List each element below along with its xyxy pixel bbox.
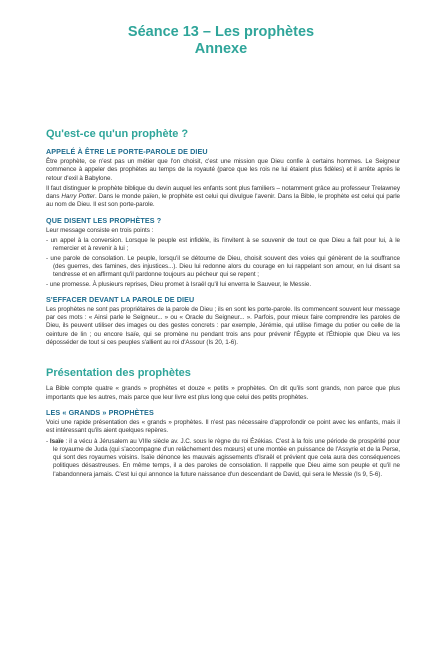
list-item	[46, 438, 400, 479]
text-span: Il faut distinguer le prophète biblique du devin auquel les enfants sont plus familiers – notamment grâce au professeur Trelawney dans	[46, 184, 400, 201]
prophet-list	[46, 438, 400, 479]
subheading-spokesman: APPELÉ À ÊTRE LE PORTE-PAROLE DE DIEU	[46, 147, 208, 156]
prophet-name: Isaïe	[49, 437, 64, 445]
book-title: Harry Potter	[61, 193, 95, 201]
document-body	[46, 128, 400, 481]
page-title	[0, 24, 442, 58]
subheading-great-prophets: LES « GRANDS » PROPHÈTES	[46, 407, 154, 417]
paragraph: La Bible compte quatre « grands » prophètes et douze « petits » prophètes. On dit qu'ils sont grands, non parce que plus importants que les autres, mais parce que leur livre est plus long que celui des petits prophètes.	[46, 385, 400, 401]
section-presentation	[46, 367, 400, 479]
subheading-message: QUE DISENT LES PROPHÈTES ?	[46, 215, 162, 225]
section-heading-presentation: Présentation des prophètes	[46, 367, 191, 380]
title-line-1: Séance 13 – Les prophètes	[127, 24, 315, 40]
title-line-2: Annexe	[194, 41, 248, 57]
subheading-efface: S'EFFACER DEVANT LA PAROLE DE DIEU	[46, 294, 195, 304]
message-list	[46, 237, 400, 289]
section-heading-prophet: Qu'est-ce qu'un prophète ?	[46, 128, 189, 140]
text-span: . Dans le monde païen, le prophète est celui qui divulgue l'avenir. Dans la Bible, le prophète est celui qui parle au nom de Dieu. Il est son porte-parole.	[46, 193, 400, 209]
paragraph: Être prophète, ce n'est pas un métier que l'on choisit, c'est une mission que Dieu confie à certains hommes. Le Seigneur commence à appeler des prophètes au temps de la royauté (parce que les rois ne lui étaient plus fidèles) et il arrête après le retour d'exil à Babylone.	[46, 158, 400, 182]
list-item: - une parole de consolation. Le peuple, lorsqu'il se détourne de Dieu, choisit souvent des voies qui génèrent de la souffrance (des guerres, des famines, des injustices...). Dieu lui redonne alors du courage en lui rappelant son amour, en lui disant sa tendresse et en affirmant qu'il pardonne toujours au pécheur qui se repent ;	[46, 255, 400, 280]
paragraph: Les prophètes ne sont pas propriétaires de la parole de Dieu ; ils en sont les porte-parole. Ils commencent souvent leur message par ces mots : « Ainsi parle le Seigneur... » ou « Oracle du Seigneur... ». Parfois, pour mieux faire comprendre les paroles de Dieu, ils peuvent utiliser des images ou des gestes concrets : par exemple, Jérémie, qui utilise l'image du potier ou celle de la ceinture de lin ; ou encore Isaïe, qui se promène nu pendant trois ans pour prévenir l'Égypte et l'Éthiopie que Dieu va les déposséder de tout si ces peuples s'allient au roi d'Assour (Is 20, 1-6).	[46, 305, 400, 347]
text-span: : il a vécu à Jérusalem au VIIIe siècle av. J.C. sous le règne du roi Ézékias. C'est à la fois une période de prospérité pour le royaume de Juda (qui s'accompagne d'un relâchement des mœurs) et une montée en puissance de l'Assyrie et de la Perse, qui sont des royaumes voisins. Isaïe dénonce les mauvais agissements d'Israël et prévient que cela aura des conséquences politiques désastreuses. En même temps, il a des paroles de consolation. Il rappelle que Dieu aime son peuple et qu'il ne l'abandonnera jamais. C'est lui qui annonce la future naissance d'un descendant de David, qui sera le Messie (Is 9, 5-6).	[53, 437, 400, 478]
paragraph	[46, 185, 400, 210]
page	[0, 24, 442, 652]
paragraph: Voici une rapide présentation des « grands » prophètes. Il n'est pas nécessaire d'approfondir ce point avec les enfants, mais il est intéressant qu'ils aient quelques repères.	[46, 418, 400, 435]
list-item: - une promesse. À plusieurs reprises, Dieu promet à Israël qu'il lui enverra le Sauveur, le Messie.	[46, 281, 400, 289]
list-item: - un appel à la conversion. Lorsque le peuple est infidèle, ils l'invitent à se souvenir de tout ce que Dieu a fait pour lui, à le remercier et à revenir à lui ;	[46, 237, 400, 254]
paragraph: Leur message consiste en trois points :	[46, 226, 154, 234]
